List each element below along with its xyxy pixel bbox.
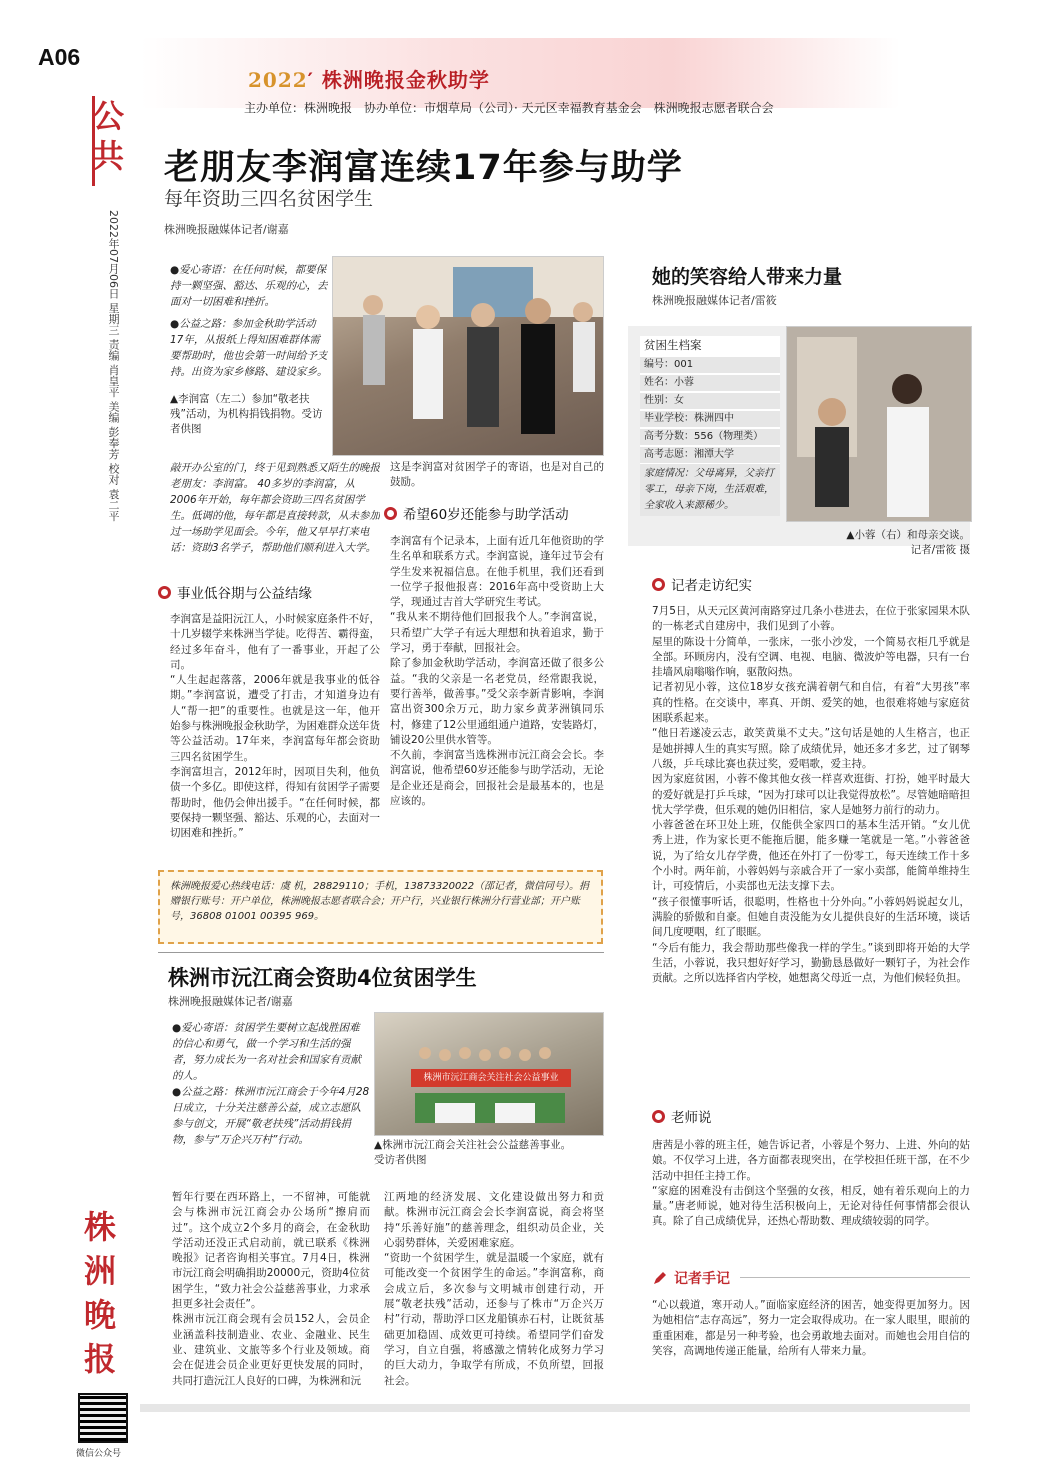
article1-body-col2: 李润富有个记录本，上面有近几年他资助的学生名单和联系方式。李润富说，逢年过节会有学生发来祝福信息。在他手机里，我们还看到一位学子报他报喜：2016年高中受资助上大学，现通过吉首大学研究生考试。 “我从来不期待他们回报我个人。”李润富说，只希望广大学子有远大理想和执着追求，勤于学习，勇于奉献，回报社会。 除了参加金秋助学活动，李润富还做了很多公益。“我的父亲是一名老党员，经常跟我说，要行善举，做善事。”受父亲李新青影响，李润富出资300余万元，助力家乡黄茅洲镇同乐村，修建了12公里通组通户道路，安装路灯，铺设20公里供水管等。 不久前，李润富当选株洲市沅江商会会长。李润富说，他希望60岁还能参与助学活动，无论是企业还是商会，回报社会是最基本的，也是应该的。	[390, 535, 604, 808]
pen-icon	[652, 1270, 668, 1286]
note-tag-text: 记者手记	[674, 1271, 730, 1287]
bullet-ring-icon	[652, 578, 665, 591]
banner-organizers: 主办单位：株洲晚报 协办单位：市烟草局（公司）· 天元区幸福教育基金会 株洲晚报志愿者联合会	[244, 101, 774, 115]
bullet-ring-icon	[158, 586, 171, 599]
reporter-note-tag	[652, 1268, 730, 1288]
article1-intro-message: ●爱心寄语：在任何时候，都要保持一颗坚强、豁达、乐观的心，去面对一切困难和挫折。	[170, 264, 328, 308]
article1-byline: 株洲晚报融媒体记者/谢嘉	[164, 223, 289, 236]
article1-photo[interactable]	[332, 256, 604, 456]
article1-body-col1: 李润富是益阳沅江人，小时候家庭条件不好，十几岁辍学来株洲当学徒。吃得苦、霸得蛮，经过多年奋斗，他有了一番事业，开起了公司。 “人生起起落落，2006年就是我事业的低谷期。”李润富说，遭受了打击，才知道身边有人“帮一把”的重要性。也就是这一年，他开始参与株洲晚报金秋助学，为困难群众送年货等公益活动。17年来，李润富每年都会资助三四名贫困学生。 李润富坦言，2012年时，因项目失利，他负债一个多亿。即使这样，得知有贫困学子需要帮助时，他仍会伸出援手。“在任何时候，都要保持一颗坚强、豁达、乐观的心，去面对一切困难和挫折。”	[170, 613, 380, 840]
student-profile-box	[640, 336, 780, 516]
donation-hotline-box: 株洲晚报爱心热线电话：虞 机，28829110；手机，13873320022（邵记者，微信同号）。捐赠银行账号：开户单位，株洲晚报志愿者联合会；开户行，兴业银行株洲分行营业部；开户账号，36808 01001 00395 969。	[158, 870, 603, 944]
article2-photo-caption: ▲株洲市沅江商会关注社会公益慈善事业。 受访者供图	[374, 1139, 619, 1166]
article1-lead: 敲开办公室的门，终于见到熟悉又陌生的晚报老朋友：李润富。 40多岁的李润富，从2006年开始，每年都会资助三四名贫困学生。低调的他，每年都是直接转款，从未参加过一场助学见面会。今年，他又早早打来电话：资助3名学子，帮助他们顺利进入大学。	[170, 462, 380, 554]
profile-head: 贫困生档案	[640, 336, 780, 355]
article2-body-left: 暂年行要在西环路上，一不留神，可能就会与株洲市沅江商会办公场所“擦肩而过”。这个成立2个多月的商会，在金秋助学活动还没正式启动前，就已联系《株洲晚报》记者咨询相关事宜。7月4日，株洲市沅江商会明确捐助20000元，资助4位贫困学生，“致力社会公益慈善事业，力求承担更多社会责任”。 株洲市沅江商会现有会员152人，会员企业涵盖科技制造业、农业、金融业、民生业、建筑业、文旅等多个行业及领域。商会在促进会员企业更好更快发展的同时，共同打造沅江人良好的口碑，为株洲和沅	[172, 1191, 370, 1387]
article3-body-1: 7月5日，从天元区黄河南路穿过几条小巷进去，在位于张家园果木队的一栋老式自建房中，我们见到了小蓉。 屋里的陈设十分简单，一张床，一张小沙发，一个简易衣柜几乎就是全部。环顾房内，没有空调、电视、电脑、微波炉等电器，只有一台挂墙风扇嗡嗡作响，驱散闷热。 记者初见小蓉，这位18岁女孩充满着朝气和自信，有着“大男孩”率真的性格。在交谈中，率真、开朗、爱笑的她，也很难将她与家庭贫困联系起来。 “他日若遂凌云志，敢笑黄巢不丈夫。”这句话是她的人生格言，也正是她拼搏人生的真实写照。除了成绩优异，她还多才多艺，过了钢琴八级，乒乓球比赛也获过奖，爱唱歌，爱主持。 因为家庭贫困，小蓉不像其他女孩一样喜欢逛街、打扮，她平时最大的爱好就是打乒乓球，“因为打球可以让我觉得放松”。尽管她暗暗担忧大学学费，但乐观的她仍旧相信，家人是她努力前行的动力。 小蓉爸爸在环卫处上班，仅能供全家四口的基本生活开销。“女儿优秀上进，作为家长更不能拖后腿，能多赚一笔就是一笔。”小蓉爸爸说，为了给女儿存学费，他还在外打了一份零工，每天连续工作十多个小时。两年前，小蓉妈妈与亲戚合开了一家小卖部，能简单维持生计，可疫情后，小卖部也无法支撑下去。 “孩子很懂事听话，很聪明，性格也十分外向。”小蓉妈妈说起女儿，满脸的骄傲和自豪。但她自责没能为女儿提供良好的生活环境，谈话间几度哽咽，红了眼眶。 “今后有能力，我会帮助那些像我一样的学生。”谈到即将开始的大学生活，小蓉说，我只想好好学习，勤勤恳恳做好一颗钉子，为社会作贡献。之所以选择省内学校，她想离父母近一点，为他们候轻负担。	[652, 605, 970, 985]
note-divider	[740, 1277, 970, 1278]
article3-reporter-note: “心以载道，寒开动人。”面临家庭经济的困苦，她变得更加努力。因为她相信“志存高远”，努力一定会取得成功。在一家人眼里，眼前的重重困难，都是另一种考验，也会勇敢地去面对。而她也会用自信的笑容，高调地传递正能量，给所有人带来力量。	[652, 1299, 970, 1357]
article3-subtitle-1	[652, 574, 752, 594]
article3-subtitle-2	[652, 1106, 712, 1126]
profile-row: 性别：女	[640, 392, 780, 409]
section-label: 公共	[92, 97, 125, 175]
subtitle-text: 老师说	[671, 1110, 712, 1126]
newspaper-logo: 株洲晚报	[84, 1208, 117, 1378]
subtitle-text: 记者走访纪实	[671, 578, 752, 594]
footer-bar	[140, 1404, 970, 1412]
article1-subhead: 每年资助三四名贫困学生	[164, 188, 374, 210]
banner-title: 2022′ 株洲晚报金秋助学	[248, 68, 490, 92]
article1-intro-path: ●公益之路：参加金秋助学活动17年，从报纸上得知困难群体需要帮助时，他也会第一时间给予支持。出资为家乡修路、建设家乡。	[170, 318, 328, 378]
subtitle-text: 事业低谷期与公益结缘	[177, 586, 312, 602]
article1-subtitle-1	[158, 582, 312, 602]
article2-group-photo[interactable]	[374, 1012, 604, 1136]
article1-photo-caption: ▲李润富（左二）参加“敬老扶残”活动，为机构捐钱捐物。受访者供图	[170, 393, 323, 435]
banner-year: 2022	[248, 68, 308, 92]
article2-headline: 株洲市沅江商会资助4位贫困学生	[168, 966, 477, 990]
page-number: A06	[38, 44, 81, 70]
article3-photo[interactable]	[786, 326, 972, 522]
article2-body-right: 江两地的经济发展、文化建设做出努力和贡献。株洲市沅江商会会长李润富说，商会将坚持“乐善好施”的慈善理念，组织动员企业，关心弱势群体，关爱困难家庭。 “资助一个贫困学生，就是温暖一个家庭，就有可能改变一个贫困学生的命运。”李润富称，商会成立后，多次参与文明城市创建行动，开展“敬老扶残”活动，还参与了株市“万企兴万村”行动，帮助浮口区龙船镇赤石村，让既贫基础更加稳固、成效更可持续。希望同学们奋发学习，自立自强，将感激之情转化成努力学习的巨大动力，争取学有所成，不负所望，回报社会。	[384, 1191, 604, 1387]
article-divider	[158, 952, 604, 953]
bullet-ring-icon	[384, 507, 397, 520]
profile-row: 姓名：小蓉	[640, 374, 780, 391]
article2-intro-message: ●爱心寄语：贫困学生要树立起战胜困难的信心和勇气，做一个学习和生活的强者，努力成长为一名对社会和国家有贡献的人。	[172, 1022, 361, 1082]
profile-family: 家庭情况：父母离异，父亲打零工，母亲下岗，生活艰难，全家收入来源稀少。	[640, 464, 780, 516]
wechat-label: 微信公众号	[76, 1449, 122, 1459]
profile-row: 编号：001	[640, 356, 780, 373]
article2-byline: 株洲晚报融媒体记者/谢嘉	[168, 995, 293, 1008]
article3-body-2: 唐茜是小蓉的班主任，她告诉记者，小蓉是个努力、上进、外向的姑娘。不仅学习上进，各方面都表现突出，在学校担任班干部，在不少活动中担任主持工作。 “家庭的困难没有击倒这个坚强的女孩，相反，她有着乐观向上的力量。”唐老师说，她对待生活积极向上，无论对待任何事情都会很认真。除了自己成绩优异，还热心帮助数、理成绩较弱的同学。	[652, 1139, 970, 1228]
article3-photo-caption: ▲小蓉（右）和母亲交谈。 记者/雷筱 摄	[846, 529, 970, 556]
photo-red-banner: 株洲市沅江商会关注社会公益事业	[411, 1069, 571, 1087]
mother-daughter-illustration	[787, 327, 972, 522]
article3-headline: 她的笑容给人带来力量	[652, 266, 843, 288]
article2-intro-path: ●公益之路：株洲市沅江商会于今年4月28日成立，十分关注慈善公益，成立志愿队参与创文，开展“敬老扶残”活动捐钱捐物，参与“万企兴万村”行动。	[172, 1086, 370, 1146]
article3-byline: 株洲晚报融媒体记者/雷筱	[652, 294, 777, 307]
group-photo-illustration	[375, 1013, 604, 1136]
profile-row: 高考志愿：湘潭大学	[640, 446, 780, 463]
date-editor-line: 2022年07月06日 星期三 责编 肖皇平 美编 彭奉芳 校对 袁二平	[107, 210, 120, 522]
banner-title-text: 株洲晚报金秋助学	[321, 68, 490, 92]
profile-row: 高考分数：556（物理类）	[640, 428, 780, 445]
article1-body-col2-top: 这是李润富对贫困学子的寄语，也是对自己的鼓励。	[390, 461, 604, 489]
subtitle-text: 希望60岁还能参与助学活动	[403, 507, 569, 523]
article1-subtitle-2	[384, 503, 569, 523]
article1-headline: 老朋友李润富连续17年参与助学	[164, 148, 683, 188]
photo-people-illustration	[333, 257, 604, 456]
bullet-ring-icon	[652, 1110, 665, 1123]
profile-row: 毕业学校：株洲四中	[640, 410, 780, 427]
wechat-qr-code[interactable]	[78, 1393, 128, 1443]
